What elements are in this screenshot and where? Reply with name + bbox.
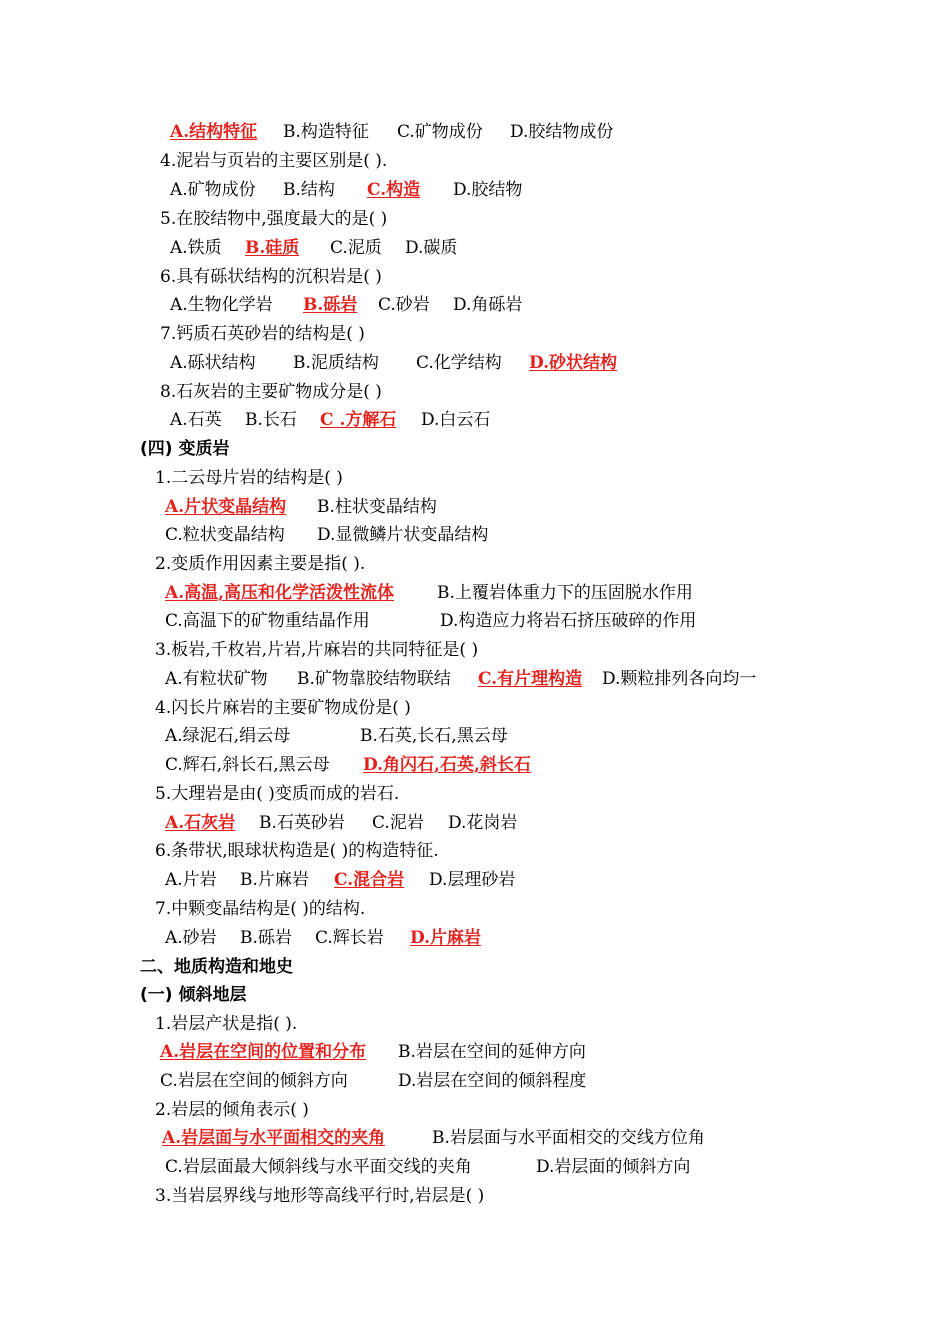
option-b: B.石英砂岩: [259, 813, 345, 833]
option-d: D.碳质: [405, 238, 458, 258]
option-c-answer: C.有片理构造: [478, 669, 583, 689]
question-stem: 1.二云母片岩的结构是( ): [155, 468, 343, 488]
option-d: D.角砾岩: [453, 295, 523, 315]
option-a: A.铁质: [170, 238, 222, 258]
option-b: B.岩层面与水平面相交的交线方位角: [432, 1128, 705, 1148]
option-d: D.胶结物成份: [510, 122, 614, 142]
option-d: D.花岗岩: [448, 813, 518, 833]
option-d: D.颗粒排列各向均一: [602, 669, 757, 689]
sub-heading: (一) 倾斜地层: [140, 985, 247, 1005]
option-a: A.绿泥石,绢云母: [165, 726, 291, 746]
option-d: D.岩层在空间的倾斜程度: [398, 1071, 587, 1091]
option-b: B.矿物靠胶结物联结: [297, 669, 451, 689]
section-heading: (四) 变质岩: [140, 439, 230, 459]
option-d-answer: D.片麻岩: [410, 928, 482, 948]
option-c: C.矿物成份: [397, 122, 483, 142]
option-b: B.上覆岩体重力下的压固脱水作用: [437, 583, 693, 603]
option-a: A.矿物成份: [170, 180, 256, 200]
option-c-answer: C .方解石: [320, 410, 397, 430]
question-stem: 6.具有砾状结构的沉积岩是( ): [160, 267, 382, 287]
question-stem: 4.闪长片麻岩的主要矿物成份是( ): [155, 698, 411, 718]
option-b: B.结构: [283, 180, 335, 200]
option-b: B.片麻岩: [240, 870, 309, 890]
option-b: B.泥质结构: [293, 353, 379, 373]
option-b: B.石英,长石,黑云母: [360, 726, 508, 746]
question-stem: 3.当岩层界线与地形等高线平行时,岩层是( ): [155, 1186, 485, 1206]
option-a: A.石英: [170, 410, 222, 430]
question-stem: 4.泥岩与页岩的主要区别是( ).: [160, 151, 388, 171]
question-stem: 7.钙质石英砂岩的结构是( ): [160, 324, 365, 344]
question-stem: 5.大理岩是由( )变质而成的岩石.: [155, 784, 400, 804]
option-a-answer: A.石灰岩: [165, 813, 236, 833]
option-a-answer: A.结构特征: [170, 122, 258, 142]
question-stem: 1.岩层产状是指( ).: [155, 1014, 298, 1034]
option-a-answer: A.岩层在空间的位置和分布: [160, 1042, 367, 1062]
option-d-answer: D.砂状结构: [529, 353, 618, 373]
option-a: A.砾状结构: [170, 353, 256, 373]
option-c: C.高温下的矿物重结晶作用: [165, 611, 370, 631]
option-a: A.砂岩: [165, 928, 217, 948]
option-b: B.岩层在空间的延伸方向: [398, 1042, 586, 1062]
option-c: C.泥岩: [372, 813, 424, 833]
option-c: C.泥质: [330, 238, 382, 258]
option-d: D.显微鳞片状变晶结构: [317, 525, 489, 545]
option-d: D.白云石: [421, 410, 491, 430]
option-c: C.砂岩: [378, 295, 430, 315]
option-c: C.化学结构: [416, 353, 502, 373]
option-b: B.砾岩: [240, 928, 292, 948]
option-c-answer: C.构造: [367, 180, 421, 200]
option-d: D.层理砂岩: [429, 870, 516, 890]
option-c: C.岩层在空间的倾斜方向: [160, 1071, 348, 1091]
question-stem: 7.中颗变晶结构是( )的结构.: [155, 899, 366, 919]
option-a: A.生物化学岩: [170, 295, 273, 315]
option-d-answer: D.角闪石,石英,斜长石: [363, 755, 531, 775]
option-a-answer: A.片状变晶结构: [165, 497, 287, 517]
option-b-answer: B.硅质: [245, 238, 300, 258]
option-b-answer: B.砾岩: [303, 295, 358, 315]
option-c: C.岩层面最大倾斜线与水平面交线的夹角: [165, 1157, 472, 1177]
section-heading: 二、地质构造和地史: [140, 957, 293, 977]
question-stem: 3.板岩,千枚岩,片岩,片麻岩的共同特征是( ): [155, 640, 479, 660]
option-b: B.长石: [245, 410, 297, 430]
option-c: C.粒状变晶结构: [165, 525, 285, 545]
option-a-answer: A.岩层面与水平面相交的夹角: [162, 1128, 386, 1148]
question-stem: 2.岩层的倾角表示( ): [155, 1100, 309, 1120]
option-a: A.有粒状矿物: [165, 669, 268, 689]
option-a-answer: A.高温,高压和化学活泼性流体: [165, 583, 395, 603]
option-b: B.柱状变晶结构: [317, 497, 437, 517]
option-c: C.辉长岩: [315, 928, 384, 948]
option-c: C.辉石,斜长石,黑云母: [165, 755, 330, 775]
option-b: B.构造特征: [283, 122, 369, 142]
question-stem: 6.条带状,眼球状构造是( )的构造特征.: [155, 841, 439, 861]
option-d: D.构造应力将岩石挤压破碎的作用: [440, 611, 697, 631]
option-d: D.胶结物: [453, 180, 523, 200]
question-stem: 8.石灰岩的主要矿物成分是( ): [160, 382, 382, 402]
option-a: A.片岩: [165, 870, 217, 890]
question-stem: 2.变质作用因素主要是指( ).: [155, 554, 366, 574]
option-d: D.岩层面的倾斜方向: [536, 1157, 691, 1177]
option-c-answer: C.混合岩: [334, 870, 405, 890]
question-stem: 5.在胶结物中,强度最大的是( ): [160, 209, 388, 229]
